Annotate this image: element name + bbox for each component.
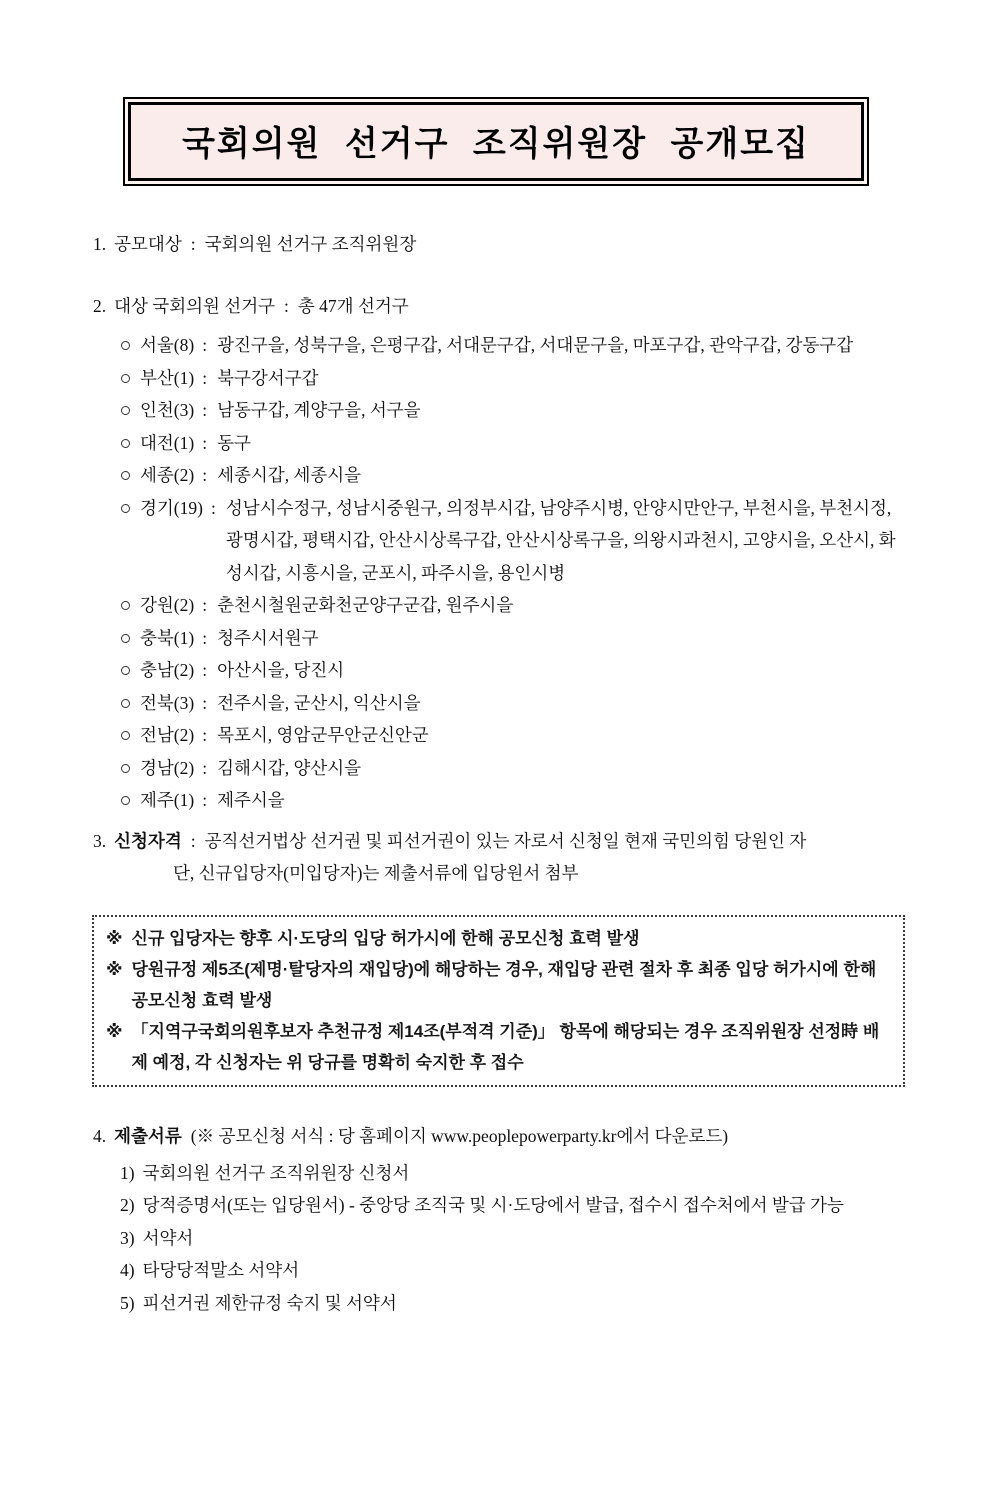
region-districts: 목포시, 영암군무안군신안군 <box>217 725 429 745</box>
separator-colon: : <box>202 367 208 388</box>
document-list <box>120 1157 908 1320</box>
region-row-jeonnam <box>121 719 908 752</box>
note-item <box>106 954 891 1016</box>
region-districts: 전주시을, 군산시, 익산시을 <box>217 692 421 713</box>
region-name: 제주(1) <box>140 790 195 810</box>
section-2-heading <box>93 294 908 318</box>
separator-colon: : <box>190 830 196 851</box>
region-districts: 청주시서원구 <box>217 627 319 648</box>
circle-bullet-icon <box>121 374 130 383</box>
region-row-incheon <box>121 394 908 427</box>
document-item-number: 2) <box>120 1195 135 1215</box>
region-name: 충남(2) <box>140 660 195 680</box>
region-name: 강원(2) <box>140 595 195 615</box>
document-item-text: 피선거권 제한규정 숙지 및 서약서 <box>142 1292 397 1313</box>
section-number: 3. <box>93 830 107 851</box>
separator-colon: : <box>202 335 208 355</box>
circle-bullet-icon <box>121 504 130 513</box>
region-name: 충북(1) <box>140 627 195 648</box>
region-row-gyeonggi <box>121 492 908 590</box>
separator-colon: : <box>202 400 208 420</box>
section-3-continuation: 단, 신규입당자(미입당자)는 제출서류에 입당원서 첨부 <box>173 863 579 883</box>
note-item <box>106 923 891 954</box>
region-districts: 세종시갑, 세종시을 <box>217 465 362 485</box>
region-row-daejeon <box>121 427 908 460</box>
reference-mark-icon: ※ <box>106 928 123 948</box>
section-label: 공모대상 <box>114 234 182 254</box>
separator-colon: : <box>284 296 289 316</box>
section-label: 제출서류 <box>114 1125 182 1146</box>
separator-colon: : <box>202 692 208 713</box>
separator-colon: : <box>190 234 196 254</box>
note-item <box>106 1016 891 1078</box>
circle-bullet-icon <box>121 796 130 805</box>
document-item-text: 국회의원 선거구 조직위원장 신청서 <box>142 1162 410 1183</box>
document-item <box>120 1189 908 1222</box>
separator-colon: : <box>202 627 208 648</box>
note-text: 신규 입당자는 향후 시·도당의 입당 허가시에 한해 공모신청 효력 발생 <box>131 928 640 948</box>
section-3-heading <box>93 825 908 858</box>
region-name: 전남(2) <box>140 725 195 745</box>
notes-box <box>92 915 905 1087</box>
page-title: 국회의원 선거구 조직위원장 공개모집 <box>182 125 810 163</box>
section-suffix: (※ 공모신청 서식 : 당 홈페이지 www.peoplepowerparty.kr에서 다운로드) <box>190 1125 729 1146</box>
region-districts: 남동구갑, 계양구을, 서구을 <box>217 400 421 420</box>
region-row-sejong <box>121 459 908 492</box>
circle-bullet-icon <box>121 601 130 610</box>
region-districts: 김해시갑, 양산시을 <box>217 757 362 778</box>
section-text: 국회의원 선거구 조직위원장 <box>204 234 417 254</box>
note-text: 당원규정 제5조(제명·탈당자의 재입당)에 해당하는 경우, 재입당 관련 절차 후 최종 입당 허가시에 한해 공모신청 효력 발생 <box>131 959 877 1010</box>
separator-colon: : <box>202 660 208 680</box>
reference-mark-icon: ※ <box>106 959 123 979</box>
section-4-heading <box>93 1124 908 1148</box>
title-banner-outer-frame <box>123 97 869 186</box>
document-item <box>120 1222 908 1255</box>
title-banner <box>128 102 864 181</box>
document-item-text: 당적증명서(또는 입당원서) - 중앙당 조직국 및 시·도당에서 발급, 접수시 접수처에서 발급 가능 <box>142 1195 844 1215</box>
region-name: 대전(1) <box>140 432 195 453</box>
separator-colon: : <box>202 790 208 810</box>
region-districts: 성남시수정구, 성남시중원구, 의정부시갑, 남양주시병, 안양시만안구, 부천시을, 부천시정, 광명시갑, 평택시갑, 안산시상록구갑, 안산시상록구을, 의왕시과천시, 고양시을, 오산시, 화성시갑, 시흥시을, 군포시, 파주시을, 용인시병 <box>225 497 896 583</box>
region-list <box>121 329 908 817</box>
document-page <box>0 97 992 1500</box>
section-text: 총 47개 선거구 <box>297 296 409 316</box>
circle-bullet-icon <box>121 666 130 675</box>
region-row-chungnam <box>121 654 908 687</box>
region-name: 전북(3) <box>140 692 195 713</box>
region-districts: 광진구을, 성북구을, 은평구갑, 서대문구갑, 서대문구을, 마포구갑, 관악구갑, 강동구갑 <box>217 335 854 355</box>
circle-bullet-icon <box>121 699 130 708</box>
circle-bullet-icon <box>121 471 130 480</box>
circle-bullet-icon <box>121 341 130 350</box>
separator-colon: : <box>202 725 208 745</box>
document-item <box>120 1157 908 1190</box>
reference-mark-icon: ※ <box>106 1021 123 1041</box>
region-name: 경남(2) <box>140 757 195 778</box>
document-item-number: 5) <box>120 1292 135 1313</box>
separator-colon: : <box>202 757 208 778</box>
document-item <box>120 1254 908 1287</box>
region-districts: 북구강서구갑 <box>217 367 319 388</box>
circle-bullet-icon <box>121 731 130 740</box>
section-number: 4. <box>93 1125 107 1146</box>
document-item-number: 1) <box>120 1162 135 1183</box>
separator-colon: : <box>202 432 208 453</box>
region-name: 세종(2) <box>140 465 195 485</box>
section-number: 2. <box>93 296 107 316</box>
section-text: 공직선거법상 선거권 및 피선거권이 있는 자로서 신청일 현재 국민의힘 당원인 자 <box>204 830 807 851</box>
section-label: 대상 국회의원 선거구 <box>114 296 276 316</box>
circle-bullet-icon <box>121 634 130 643</box>
region-districts: 춘천시철원군화천군양구군갑, 원주시을 <box>217 595 514 615</box>
region-name: 부산(1) <box>140 367 195 388</box>
document-item-number: 3) <box>120 1227 135 1248</box>
region-name: 서울(8) <box>140 335 195 355</box>
separator-colon: : <box>202 465 208 485</box>
section-1-heading <box>93 232 908 256</box>
region-row-busan <box>121 362 908 395</box>
region-row-gangwon <box>121 589 908 622</box>
region-name: 경기(19) <box>140 497 203 518</box>
circle-bullet-icon <box>121 439 130 448</box>
section-label: 신청자격 <box>114 830 182 851</box>
region-districts: 동구 <box>217 432 251 453</box>
region-row-chungbuk <box>121 622 908 655</box>
region-districts: 제주시을 <box>217 790 285 810</box>
region-row-jeju <box>121 784 908 817</box>
document-item <box>120 1287 908 1320</box>
circle-bullet-icon <box>121 406 130 415</box>
region-districts: 아산시을, 당진시 <box>217 660 345 680</box>
document-item-text: 서약서 <box>142 1227 194 1248</box>
circle-bullet-icon <box>121 764 130 773</box>
note-text: 「지역구국회의원후보자 추천규정 제14조(부적격 기준)」 항목에 해당되는 경우 조직위원장 선정時 배제 예정, 각 신청자는 위 당규를 명확히 숙지한 후 접수 <box>131 1021 880 1072</box>
region-row-seoul <box>121 329 908 362</box>
document-item-text: 타당당적말소 서약서 <box>142 1260 300 1280</box>
region-row-jeonbuk <box>121 687 908 720</box>
section-number: 1. <box>93 234 107 254</box>
region-name: 인천(3) <box>140 400 195 420</box>
separator-colon: : <box>202 595 208 615</box>
separator-colon: : <box>210 497 216 518</box>
region-row-gyeongnam <box>121 752 908 785</box>
document-item-number: 4) <box>120 1260 135 1280</box>
notice-document <box>0 97 992 1319</box>
